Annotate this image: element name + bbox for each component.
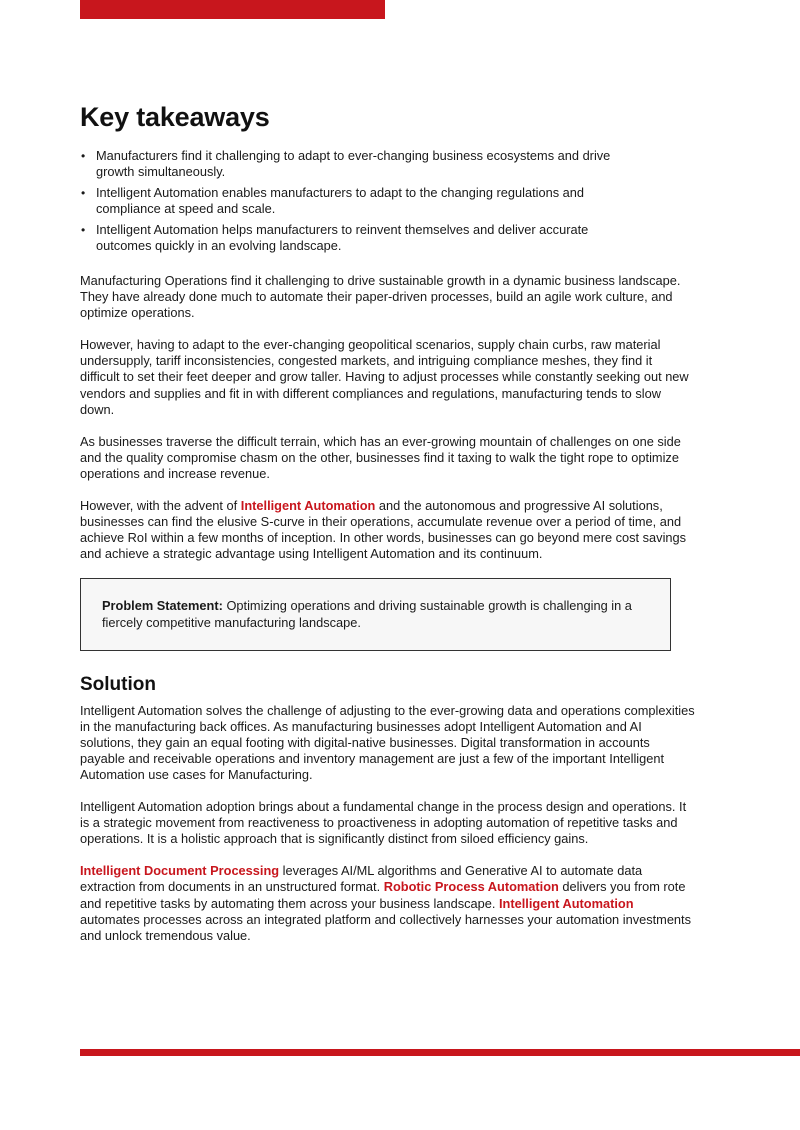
solution-paragraph-3: Intelligent Document Processing leverages AI/ML algorithms and Generative AI to automate data extraction from documents in an unstructured format. Robotic Process Automation delivers you from rote and repetitive tasks by automating them across your business landscape. Intelligent Automation automates processes across an integrated platform and collectively harnesses your automation investments and unlock tremendous value. (80, 863, 692, 943)
problem-statement-box (80, 578, 671, 650)
intro-paragraph: Manufacturing Operations find it challenging to drive sustainable growth in a dynamic business landscape. They have already done much to automate their paper-driven processes, build an agile work culture, and optimize operations. (80, 273, 681, 321)
advent-paragraph: However, with the advent of Intelligent Automation and the autonomous and progressive AI solutions, businesses can find the elusive S-curve in their operations, accumulate revenue over a period of time, and achieve RoI within a few months of inception. In other words, businesses can go beyond mere cost savings and achieve a strategic advantage using Intelligent Automation and its continuum. (80, 498, 687, 562)
solution-paragraph-2: Intelligent Automation adoption brings about a fundamental change in the process design and operations. It is a strategic movement from reactiveness to proactiveness in adopting automation of repetitive tasks and operations. It is a holistic approach that is significantly distinct from siloed efficiency gains. (80, 799, 687, 847)
page-title: Key takeaways (80, 102, 270, 132)
document-content (80, 100, 695, 960)
problem-statement: Problem Statement: Optimizing operations and driving sustainable growth is challenging in a fiercely competitive manufacturing landscape. (102, 598, 632, 630)
top-accent-bar (80, 0, 385, 19)
intelligent-automation-link[interactable]: Intelligent Automation (240, 498, 376, 514)
challenges-paragraph: However, having to adapt to the ever-changing geopolitical scenarios, supply chain curbs, raw material undersupply, tariff inconsistencies, congested markets, and intriguing compliance meshes, they find it difficult to set their feet deeper and grow taller. Having to adjust processes while constantly seeking out new vendors and supplies and fit in with different compliances and regulations, manufacturing tends to slow down. (80, 337, 689, 417)
intelligent-automation-link-2[interactable]: Intelligent Automation (498, 895, 634, 911)
list-item: • Intelligent Automation helps manufacturers to reinvent themselves and deliver accurate outcomes quickly in an evolving landscape. (81, 222, 589, 253)
problem-statement-label: Problem Statement: (102, 598, 223, 614)
solution-paragraph-1: Intelligent Automation solves the challenge of adjusting to the ever-growing data and operations complexities in the manufacturing back offices. As manufacturing businesses adopt Intelligent Automation and AI solutions, they gain an equal footing with digital-native businesses. Digital transformation in accounts payable and receivable operations and inventory management are just a few of the important Intelligent Automation use cases for Manufacturing. (80, 702, 695, 782)
terrain-paragraph: As businesses traverse the difficult terrain, which has an ever-growing mountain of challenges on one side and the quality compromise chasm on the other, businesses find it taxing to walk the tight rope to optimize operations and increase revenue. (80, 433, 681, 481)
section-heading-solution: Solution (80, 673, 156, 695)
bullet-icon: • (81, 149, 86, 163)
list-item: • Intelligent Automation enables manufacturers to adapt to the changing regulations and compliance at speed and scale. (81, 185, 585, 216)
bullet-icon: • (81, 223, 86, 237)
rpa-link[interactable]: Robotic Process Automation (383, 879, 559, 895)
idp-link[interactable]: Intelligent Document Processing (80, 863, 280, 879)
takeaways-list (80, 148, 695, 254)
bullet-icon: • (81, 186, 86, 200)
bottom-accent-bar (80, 1049, 800, 1056)
list-item: • Manufacturers find it challenging to adapt to ever-changing business ecosystems and drive growth simultaneously. (81, 148, 611, 179)
